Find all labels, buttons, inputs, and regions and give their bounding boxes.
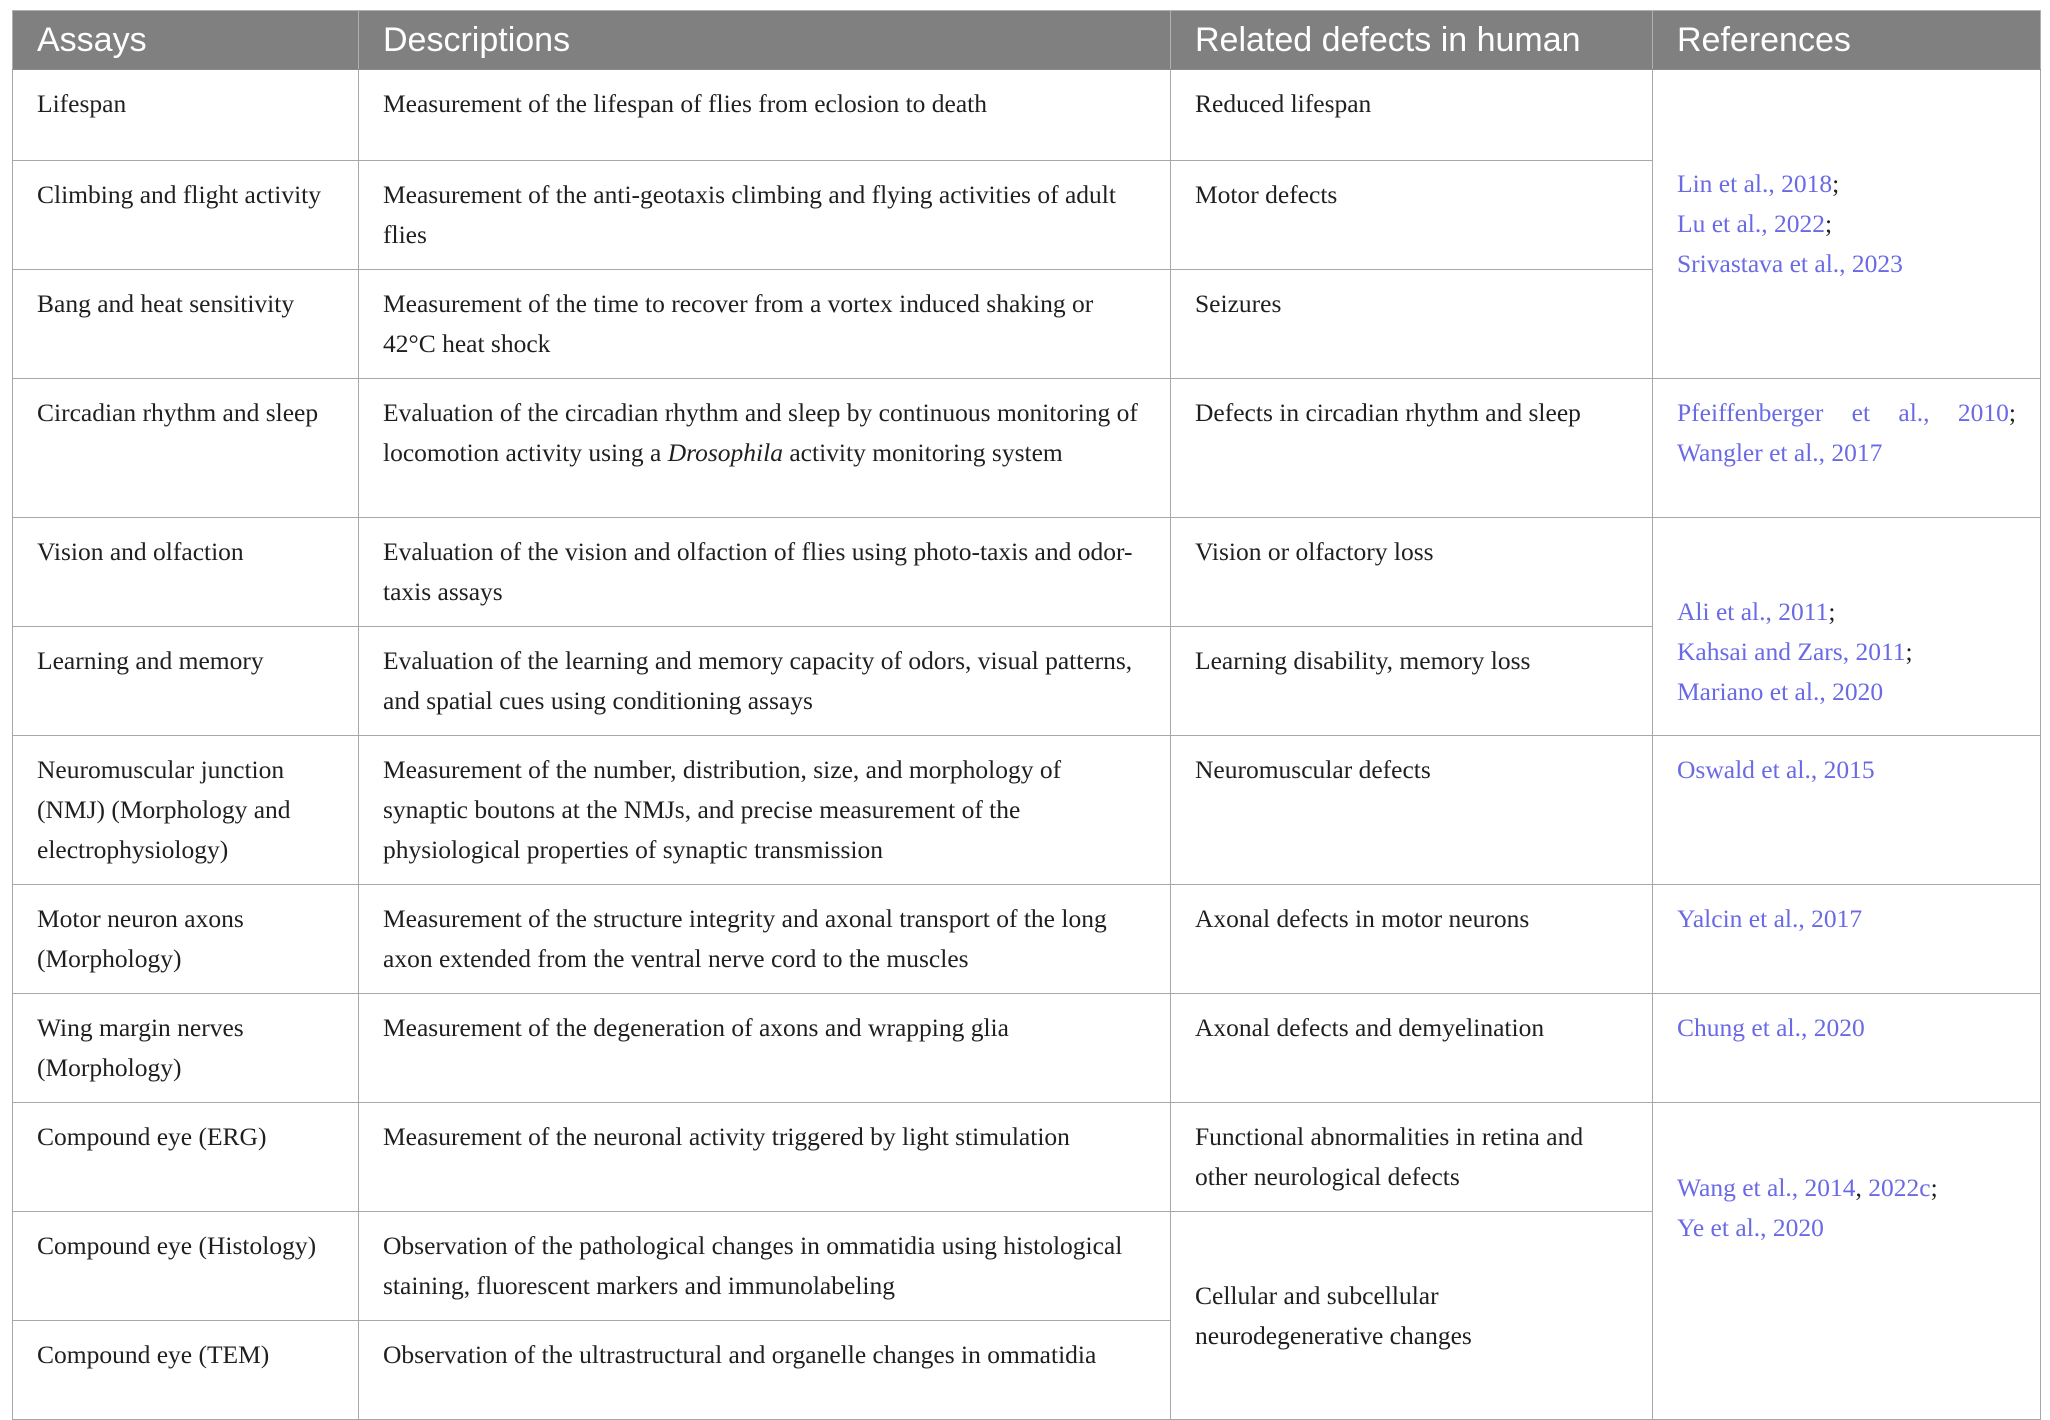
table-row [13,994,2041,1103]
defect-cell: Axonal defects in motor neurons [1171,885,1653,994]
reference-link[interactable]: Ali et al., 2011 [1677,596,1829,626]
header-related-defects: Related defects in human [1171,11,1653,70]
assay-cell: Vision and olfaction [13,518,359,627]
table-row [13,736,2041,885]
defect-cell: Cellular and subcellular neurodegenerative changes [1171,1212,1653,1420]
defect-cell: Learning disability, memory loss [1171,627,1653,736]
reference-link[interactable]: Mariano et al., 2020 [1677,676,1884,706]
reference-link[interactable]: Oswald et al., 2015 [1677,755,1875,784]
table-row [13,885,2041,994]
reference-cell: Lin et al., 2018; Lu et al., 2022; Srivastava et al., 2023 [1653,70,2041,379]
description-cell: Measurement of the lifespan of flies from eclosion to death [359,70,1171,161]
header-descriptions: Descriptions [359,11,1171,70]
table-row [13,518,2041,627]
assay-cell: Circadian rhythm and sleep [13,379,359,518]
defect-cell: Motor defects [1171,161,1653,270]
description-cell: Observation of the pathological changes in ommatidia using histological staining, fluorescent markers and immunolabeling [359,1212,1171,1321]
description-cell: Measurement of the number, distribution, size, and morphology of synaptic boutons at the NMJs, and precise measurement of the physiological properties of synaptic transmission [359,736,1171,885]
reference-link[interactable]: Yalcin et al., 2017 [1677,904,1863,933]
defect-cell: Neuromuscular defects [1171,736,1653,885]
table-row [13,1103,2041,1212]
table-container [12,10,2040,1420]
assay-cell: Compound eye (TEM) [13,1321,359,1420]
assay-cell: Climbing and flight activity [13,161,359,270]
assay-cell: Bang and heat sensitivity [13,270,359,379]
reference-link[interactable]: Lu et al., 2022 [1677,209,1826,238]
assay-cell: Motor neuron axons (Morphology) [13,885,359,994]
reference-link[interactable]: Lin et al., 2018 [1677,169,1833,198]
table-row [13,379,2041,518]
reference-link[interactable]: Pfeiffenberger et al., 2010 [1677,398,2009,427]
reference-cell: Wang et al., 2014, 2022c; Ye et al., 2020 [1653,1103,2041,1420]
reference-cell [1653,885,2041,994]
defect-cell: Reduced lifespan [1171,70,1653,161]
reference-link[interactable]: Srivastava et al., 2023 [1677,249,1903,278]
description-cell: Measurement of the structure integrity and axonal transport of the long axon extended from the ventral nerve cord to the muscles [359,885,1171,994]
reference-link[interactable]: Kahsai and Zars, 2011 [1677,636,1906,666]
description-cell: Measurement of the time to recover from a vortex induced shaking or 42°C heat shock [359,270,1171,379]
assays-table [12,10,2041,1420]
table-row [13,70,2041,161]
defect-cell: Seizures [1171,270,1653,379]
defect-cell: Axonal defects and demyelination [1171,994,1653,1103]
assay-cell: Lifespan [13,70,359,161]
header-references: References [1653,11,2041,70]
header-row [13,11,2041,70]
assay-cell: Compound eye (ERG) [13,1103,359,1212]
description-cell: Measurement of the neuronal activity triggered by light stimulation [359,1103,1171,1212]
description-cell: Evaluation of the learning and memory capacity of odors, visual patterns, and spatial cues using conditioning assays [359,627,1171,736]
defect-cell: Functional abnormalities in retina and other neurological defects [1171,1103,1653,1212]
defect-cell: Defects in circadian rhythm and sleep [1171,379,1653,518]
reference-cell: Ali et al., 2011; Kahsai and Zars, 2011; Mariano et al., 2020 [1653,518,2041,736]
reference-link[interactable]: 2022c [1868,1173,1931,1202]
reference-link[interactable]: Wangler et al., 2017 [1677,438,1883,467]
assay-cell: Compound eye (Histology) [13,1212,359,1321]
description-cell: Evaluation of the vision and olfaction of flies using photo-taxis and odor-taxis assays [359,518,1171,627]
reference-link[interactable]: Ye et al., 2020 [1677,1213,1824,1242]
description-cell: Measurement of the anti-geotaxis climbing and flying activities of adult flies [359,161,1171,270]
reference-link[interactable]: Wang et al., 2014 [1677,1173,1856,1202]
reference-cell: Pfeiffenberger et al., 2010; Wangler et al., 2017 [1653,379,2041,518]
description-cell: Evaluation of the circadian rhythm and sleep by continuous monitoring of locomotion activity using a Drosophila activity monitoring system [359,379,1171,518]
description-cell: Observation of the ultrastructural and organelle changes in ommatidia [359,1321,1171,1420]
header-assays: Assays [13,11,359,70]
reference-cell [1653,994,2041,1103]
defect-cell: Vision or olfactory loss [1171,518,1653,627]
description-cell: Measurement of the degeneration of axons and wrapping glia [359,994,1171,1103]
reference-link[interactable]: Chung et al., 2020 [1677,1013,1865,1042]
reference-cell [1653,736,2041,885]
assay-cell: Wing margin nerves (Morphology) [13,994,359,1103]
assay-cell: Neuromuscular junction (NMJ) (Morphology and electrophysiology) [13,736,359,885]
assay-cell: Learning and memory [13,627,359,736]
